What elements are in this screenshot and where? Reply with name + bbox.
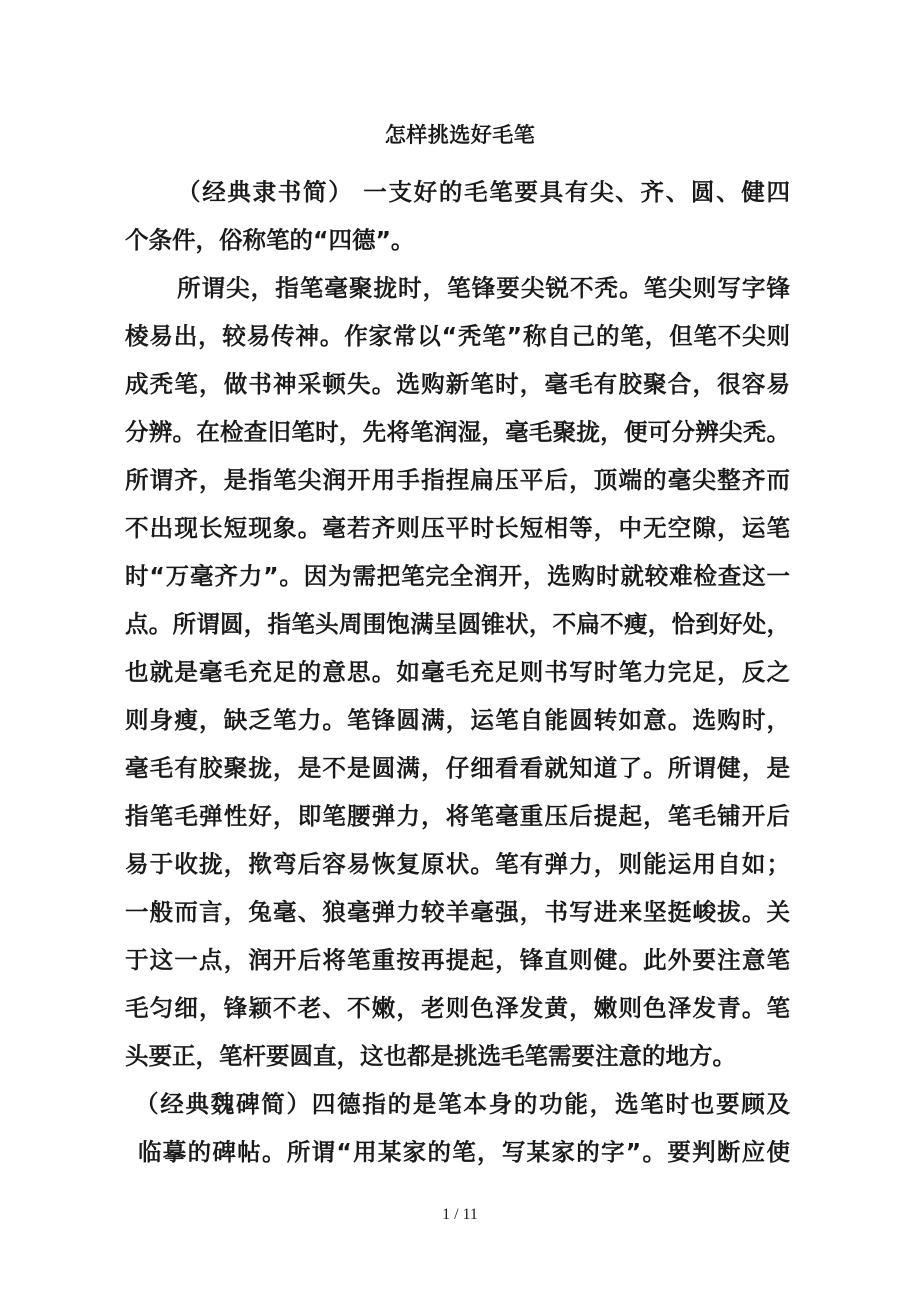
page-indicator: 1 / 11 bbox=[442, 1206, 478, 1223]
text-line: 时“万毫齐力”。因为需把笔完全润开，选购时就较难检查这一 bbox=[125, 562, 790, 590]
text-line: 于这一点，润开后将笔重按再提起，锋直则健。此外要注意笔 bbox=[125, 946, 790, 974]
text-line: 则身瘦，缺乏笔力。笔锋圆满，运笔自能圆转如意。选购时， bbox=[125, 706, 790, 734]
text-line: 所谓齐，是指笔尖润开用手指捏扁压平后，顶端的毫尖整齐而 bbox=[125, 466, 790, 494]
text-line: 不出现长短现象。毫若齐则压平时长短相等，中无空隙，运笔 bbox=[125, 514, 790, 542]
text-line: 成秃笔，做书神采顿失。选购新笔时，毫毛有胶聚合，很容易 bbox=[125, 370, 790, 398]
document-title: 怎样挑选好毛笔 bbox=[384, 123, 536, 147]
text-line: 临摹的碑帖。所谓“用某家的笔，写某家的字”。要判断应使 bbox=[138, 1138, 790, 1166]
text-line: 棱易出，较易传神。作家常以“秃笔”称自己的笔，但笔不尖则 bbox=[125, 322, 790, 350]
text-line: （经典魏碑简）四德指的是笔本身的功能，选笔时也要顾及 bbox=[135, 1090, 790, 1118]
text-line: 毛匀细，锋颖不老、不嫩，老则色泽发黄，嫩则色泽发青。笔 bbox=[125, 994, 790, 1022]
text-line: （经典隶书简） 一支好的毛笔要具有尖、齐、圆、健四 bbox=[177, 178, 790, 206]
text-line: 头要正，笔杆要圆直，这也都是挑选毛笔需要注意的地方。 bbox=[125, 1042, 736, 1070]
text-line: 也就是毫毛充足的意思。如毫毛充足则书写时笔力完足，反之 bbox=[125, 658, 790, 686]
text-line: 个条件，俗称笔的“四德”。 bbox=[125, 226, 415, 254]
text-line: 毫毛有胶聚拢，是不是圆满，仔细看看就知道了。所谓健，是 bbox=[125, 754, 790, 782]
text-line: 一般而言，兔毫、狼毫弹力较羊毫强，书写进来坚挺峻拔。关 bbox=[125, 898, 790, 926]
text-line: 易于收拢，揿弯后容易恢复原状。笔有弹力，则能运用自如； bbox=[125, 850, 790, 878]
text-line: 分辨。在检查旧笔时，先将笔润湿，毫毛聚拢，便可分辨尖秃。 bbox=[125, 418, 790, 446]
text-line: 点。所谓圆，指笔头周围饱满呈圆锥状，不扁不瘦，恰到好处， bbox=[125, 610, 790, 638]
text-line: 所谓尖，指笔毫聚拢时，笔锋要尖锐不秃。笔尖则写字锋 bbox=[177, 274, 790, 302]
text-line: 指笔毛弹性好，即笔腰弹力，将笔毫重压后提起，笔毛铺开后 bbox=[125, 802, 790, 830]
